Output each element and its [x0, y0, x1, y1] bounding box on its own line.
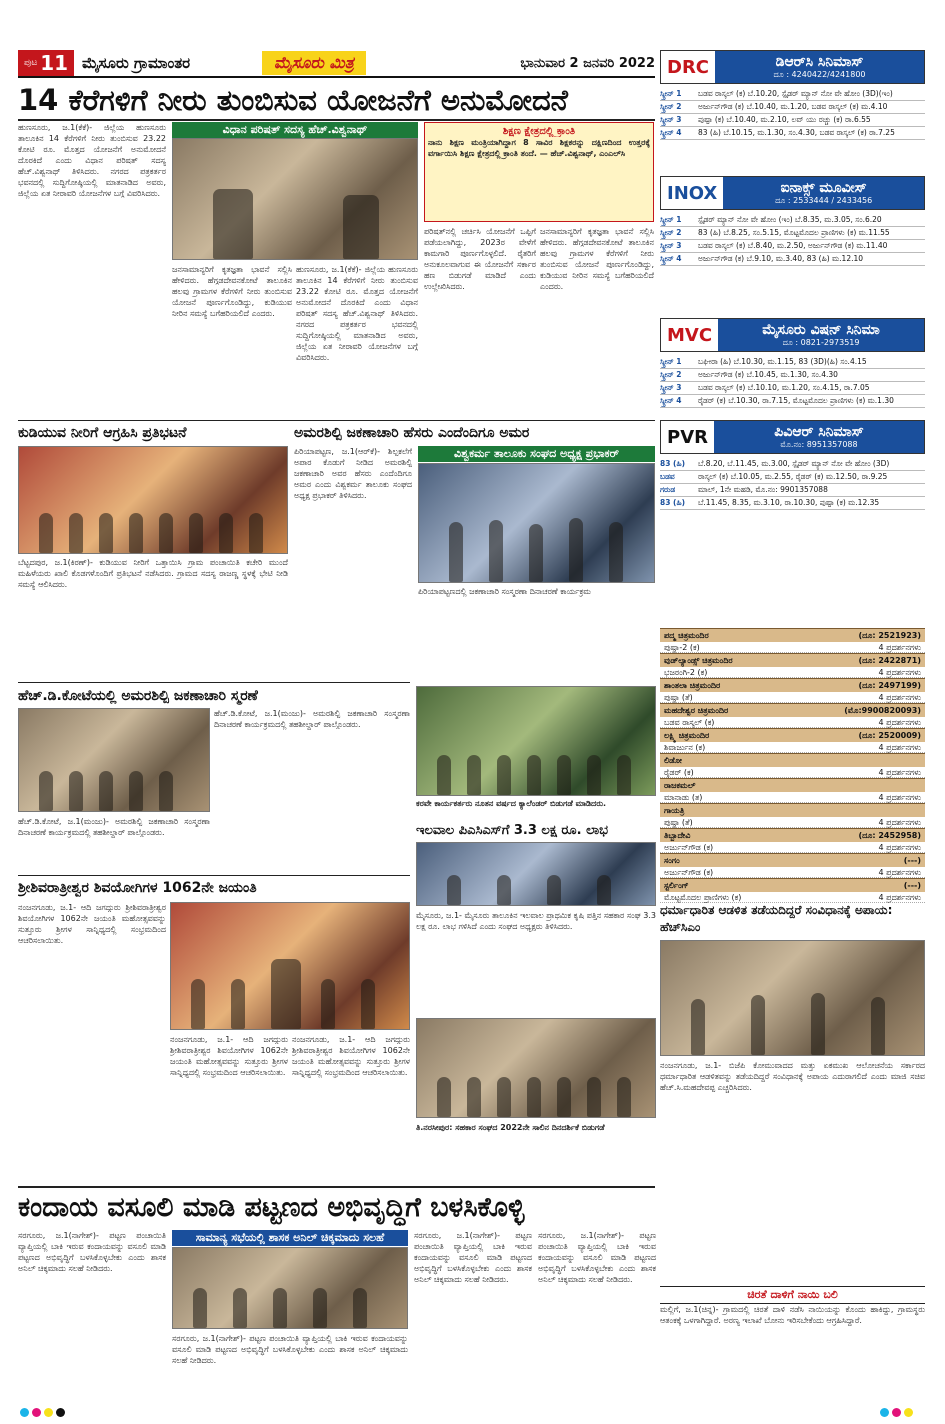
newspaper-logo: ಮೈಸೂರು ಮಿತ್ರ	[262, 51, 366, 75]
showtimes: ಬಡವ ರಾಸ್ಕಲ್ (ಕ) ಬೆ.8.40, ಮ.2.50, ಅರ್ಜುನ್‌ಗೌಡ (ಕ) ಮ.11.40	[698, 241, 888, 250]
showtimes: ಬಘೀರಾ (ಹಿ) ಬೆ.10.30, ಮ.1.15, 83 (3D)(ಹಿ) ಸಂ.4.15	[698, 357, 867, 366]
lead-photo	[172, 138, 418, 260]
theatre-list	[660, 628, 925, 903]
theatre-name: ಲಕ್ಷ್ಮಿ ಚಿತ್ರಮಂದಿರ	[664, 731, 710, 740]
screen-label: ಸ್ಕ್ರೀನ್ 4	[660, 128, 682, 137]
lead-col1: ಹುಣಸೂರು, ಜ.1(ಕೆಕೆ)- ಜಿಲ್ಲೆಯ ಹುಣಸೂರು ತಾಲೂಕಿನ 14 ಕೆರೆಗಳಿಗೆ ನೀರು ತುಂಬಿಸುವ 23.22 ಕೋಟಿ ರೂ. ಮೊತ್ತದ ಯೋಜನೆಗೆ ಅನುಮೋದನೆ ದೊರಕಿದೆ ಎಂದು ವಿಧಾನ ಪರಿಷತ್ ಸದಸ್ಯ ಹೆಚ್.ವಿಶ್ವನಾಥ್ ತಿಳಿಸಿದರು. ನಗರದ ಪತ್ರಕರ್ತರ ಭವನದಲ್ಲಿ ಸುದ್ದಿಗೋಷ್ಠಿಯಲ್ಲಿ ಮಾತನಾಡಿದ ಅವರು, ಜಿಲ್ಲೆಯ ಏತ ನೀರಾವರಿ ಯೋಜನೆಗಳ ಬಗ್ಗೆ ವಿವರಿಸಿದರು.	[18, 123, 166, 198]
theatre-name: ರಾಜಕಮಲ್	[664, 781, 696, 790]
show-count: 4 ಪ್ರದರ್ಶನಗಳು	[878, 818, 921, 827]
cinema-name: ಪಿವಿಆರ್ ಸಿನಿಮಾಸ್	[774, 424, 864, 440]
theatre-name: ಪದ್ಮ ಚಿತ್ರಮಂದಿರ	[664, 631, 709, 640]
lead-col3: ಪರಿಷತ್‌ನಲ್ಲಿ ಚರ್ಚಿಸಿ ಯೋಜನೆಗೆ ಒಪ್ಪಿಗೆ ಪಡೆಯಲಾಗಿದ್ದು, 2023ರ ವೇಳೆಗೆ ಕಾಮಗಾರಿ ಪೂರ್ಣಗೊಳ್ಳಲಿದೆ. ರೈತರಿಗೆ ಅನುಕೂಲವಾಗುವ ಈ ಯೋಜನೆಗೆ ಸರ್ಕಾರ ಹಣ ಬಿಡುಗಡೆ ಮಾಡಿದೆ ಎಂದು ಉಲ್ಲೇಖಿಸಿದರು.	[424, 227, 536, 291]
showtimes: ಸ್ಪೈಡರ್ ಮ್ಯಾನ್ ನೋ ವೇ ಹೋಂ (ಇಂ) ಬೆ.8.35, ಮ.3.05, ಸಂ.6.20	[698, 215, 882, 224]
screen-label: ಸ್ಕ್ರೀನ್ 3	[660, 383, 682, 392]
show-count: 4 ಪ್ರದರ್ಶನಗಳು	[878, 843, 921, 852]
dharma-headline: ಧರ್ಮಾಧಾರಿತ ಆಡಳಿತ ತಡೆಯದಿದ್ದರೆ ಸಂವಿಧಾನಕ್ಕೆ ಅಪಾಯ: ಹೆಚ್‌ಸಿಎಂ	[660, 903, 893, 934]
theatre-phone: (---)	[903, 881, 921, 890]
movie-title: ಮಾನಾಡು (ತ)	[664, 793, 703, 802]
theatre-name-row	[660, 778, 925, 792]
theatre-name: ತಿಬ್ಬಾದೇವಿ	[664, 831, 691, 840]
calendar-photo	[416, 686, 656, 796]
show-count: 4 ಪ್ರದರ್ಶನಗಳು	[878, 693, 921, 702]
cinema-logo: MVC	[667, 324, 713, 346]
theatre-show-row	[660, 817, 925, 828]
amar-subhead: ವಿಶ್ವಕರ್ಮ ತಾಲೂಕು ಸಂಘದ ಅಧ್ಯಕ್ಷ ಪ್ರಭಾಕರ್	[418, 446, 655, 462]
cinema-row	[660, 240, 925, 253]
screen-label: ಸ್ಕ್ರೀನ್ 3	[660, 115, 682, 124]
cinema-row	[660, 88, 925, 101]
show-count: 4 ಪ್ರದರ್ಶನಗಳು	[878, 893, 921, 902]
hdk-body2: ಹೆಚ್.ಡಿ.ಕೋಟೆ, ಜ.1(ಮಂಜು)- ಅಮರಶಿಲ್ಪಿ ಜಕಣಾಚಾರಿ ಸಂಸ್ಮರಣಾ ದಿನಾಚರಣೆ ಕಾರ್ಯಕ್ರಮದಲ್ಲಿ ತಹಶೀಲ್ದಾರ್ ಪಾಲ್ಗೊಂಡರು.	[18, 817, 210, 837]
cinema-phone: ದೂ : 2533444 / 2433456	[775, 196, 873, 205]
bottom-body: ಸರಗೂರು, ಜ.1(ನಾಗೇಶ್)- ಪಟ್ಟಣ ಪಂಚಾಯಿತಿ ವ್ಯಾಪ್ತಿಯಲ್ಲಿ ಬಾಕಿ ಇರುವ ಕಂದಾಯವನ್ನು ವಸೂಲಿ ಮಾಡಿ ಪಟ್ಟಣದ ಅಭಿವೃದ್ಧಿಗೆ ಬಳಸಿಕೊಳ್ಳಬೇಕು ಎಂದು ಶಾಸಕ ಅನಿಲ್ ಚಿಕ್ಕಮಾದು ಸಲಹೆ ನೀಡಿದರು.	[18, 1231, 166, 1273]
cinema-phone: ಮೊ.ನಂ: 8951357088	[780, 440, 858, 449]
theatre-phone: (ದೂ: 2497199)	[858, 681, 921, 690]
cinema-name-block	[723, 177, 924, 209]
cinema-row	[660, 395, 925, 408]
show-count: 4 ಪ್ರದರ್ಶನಗಳು	[878, 793, 921, 802]
cinema-name: ಡಿಆರ್‌ಸಿ ಸಿನಿಮಾಸ್	[775, 54, 864, 70]
theatre-show-row	[660, 842, 925, 853]
cinema-row	[660, 253, 925, 266]
movie-title: ಬಡವ ರಾಸ್ಕಲ್ (ಕ)	[664, 718, 715, 727]
reg-dot-black	[56, 1408, 65, 1417]
reg-dot-cyan	[20, 1408, 29, 1417]
cinema-schedule	[660, 88, 925, 158]
showtimes: ಮಾಲ್, 1ನೇ ಮಹಡಿ, ಮೊ.ನಂ: 9901357088	[698, 485, 828, 494]
protest-body: ಬೆಟ್ಟದಪುರ, ಜ.1(ಕಿರಣ್)- ಕುಡಿಯುವ ನೀರಿಗೆ ಒತ್ತಾಯಿಸಿ ಗ್ರಾಮ ಪಂಚಾಯಿತಿ ಕಚೇರಿ ಮುಂದೆ ಮಹಿಳೆಯರು ಖಾಲಿ ಕೊಡಗಳೊಂದಿಗೆ ಪ್ರತಿಭಟನೆ ನಡೆಸಿದರು. ಗ್ರಾಮದ ಸದಸ್ಯ ರಾಜಣ್ಣ ಸ್ಥಳಕ್ಕೆ ಭೇಟಿ ನೀಡಿ ಸಮಸ್ಯೆ ಆಲಿಸಿದರು.	[18, 558, 288, 589]
page-label: ಪುಟ	[24, 58, 38, 68]
theatre-show-row	[660, 717, 925, 728]
bottom-body4: ಸರಗೂರು, ಜ.1(ನಾಗೇಶ್)- ಪಟ್ಟಣ ಪಂಚಾಯಿತಿ ವ್ಯಾಪ್ತಿಯಲ್ಲಿ ಬಾಕಿ ಇರುವ ಕಂದಾಯವನ್ನು ವಸೂಲಿ ಮಾಡಿ ಪಟ್ಟಣದ ಅಭಿವೃದ್ಧಿಗೆ ಬಳಸಿಕೊಳ್ಳಬೇಕು ಎಂದು ಶಾಸಕ ಅನಿಲ್ ಚಿಕ್ಕಮಾದು ಸಲಹೆ ನೀಡಿದರು.	[538, 1231, 656, 1284]
theatre-phone: (ದೂ: 2521923)	[858, 631, 921, 640]
lead-box	[424, 122, 654, 222]
cinema-row	[660, 471, 925, 484]
pacs-caption2: ತಿ.ನರಸೀಪುರ: ಸಹಕಾರ ಸಂಘದ 2022ನೇ ಸಾಲಿನ ದಿನದರ್ಶಿಕೆ ಬಿಡುಗಡೆ	[416, 1123, 605, 1132]
movie-title: ಅರ್ಜುನ್‌ಗೌಡ (ಕ)	[664, 868, 714, 877]
theatre-name-row	[660, 728, 925, 742]
theatre-name-row	[660, 678, 925, 692]
amar-body: ಪಿರಿಯಾಪಟ್ಟಣ, ಜ.1(ಆರ್‌ಕೆ)- ಶಿಲ್ಪಕಲೆಗೆ ಅಪಾರ ಕೊಡುಗೆ ನೀಡಿದ ಅಮರಶಿಲ್ಪಿ ಜಕಣಾಚಾರಿ ಅವರ ಹೆಸರು ಎಂದೆಂದಿಗೂ ಅಮರ ಎಂದು ವಿಶ್ವಕರ್ಮ ತಾಲೂಕು ಸಂಘದ ಅಧ್ಯಕ್ಷ ಪ್ರಭಾಕರ್ ತಿಳಿಸಿದರು.	[294, 447, 412, 500]
amar-photo	[418, 463, 655, 583]
theatre-name-row	[660, 628, 925, 642]
cinema-row	[660, 458, 925, 471]
cinema-name-block	[715, 51, 924, 83]
theatre-name-row	[660, 653, 925, 667]
show-count: 4 ಪ್ರದರ್ಶನಗಳು	[878, 668, 921, 677]
theatre-name: ಸಂಗಂ	[664, 856, 680, 865]
cinema-schedule	[660, 458, 925, 618]
hdk-body: ಹೆಚ್.ಡಿ.ಕೋಟೆ, ಜ.1(ಮಂಜು)- ಅಮರಶಿಲ್ಪಿ ಜಕಣಾಚಾರಿ ಸಂಸ್ಮರಣಾ ದಿನಾಚರಣೆ ಕಾರ್ಯಕ್ರಮದಲ್ಲಿ ತಹಶೀಲ್ದಾರ್ ಪಾಲ್ಗೊಂಡರು.	[214, 709, 410, 729]
screen-label: ಸ್ಕ್ರೀನ್ 2	[660, 228, 682, 237]
showtimes: ಪುಷ್ಪಾ (ಕ) ಬೆ.10.40, ಮ.2.10, ಲವ್ ಯು ರಚ್ಚು (ಕ) ರಾ.6.55	[698, 115, 871, 124]
dharma-photo	[660, 940, 925, 1056]
reg-dot-magenta	[32, 1408, 41, 1417]
showtimes: ಬೆ.8.20, ಬೆ.11.45, ಮ.3.00, ಸ್ಪೈಡರ್ ಮ್ಯಾನ್ ನೋ ವೇ ಹೋಂ (3D)	[698, 459, 890, 468]
screen-label: ಸ್ಕ್ರೀನ್ 2	[660, 102, 682, 111]
cinema-header	[660, 318, 925, 352]
screen-label: ಸ್ಕ್ರೀನ್ 4	[660, 396, 682, 405]
cinema-name: ಐನಾಕ್ಸ್ ಮೂವೀಸ್	[780, 180, 867, 196]
screen-label: ಸ್ಕ್ರೀನ್ 1	[660, 357, 682, 366]
movie-title: ಮೊಟ್ಟಮೊದಲ ಪ್ರಾಣಿಗಳು (ಕ)	[664, 893, 742, 902]
theatre-show-row	[660, 792, 925, 803]
bottom-body3: ಸರಗೂರು, ಜ.1(ನಾಗೇಶ್)- ಪಟ್ಟಣ ಪಂಚಾಯಿತಿ ವ್ಯಾಪ್ತಿಯಲ್ಲಿ ಬಾಕಿ ಇರುವ ಕಂದಾಯವನ್ನು ವಸೂಲಿ ಮಾಡಿ ಪಟ್ಟಣದ ಅಭಿವೃದ್ಧಿಗೆ ಬಳಸಿಕೊಳ್ಳಬೇಕು ಎಂದು ಶಾಸಕ ಅನಿಲ್ ಚಿಕ್ಕಮಾದು ಸಲಹೆ ನೀಡಿದರು.	[414, 1231, 532, 1284]
reg-dot-yellow-2	[904, 1408, 913, 1417]
show-count: 4 ಪ್ರದರ್ಶನಗಳು	[878, 643, 921, 652]
theatre-name: ಮಹದೇಶ್ವರ ಚಿತ್ರಮಂದಿರ	[664, 706, 729, 715]
cinema-row	[660, 101, 925, 114]
theatre-name-row	[660, 803, 925, 817]
lead-col2: ಜನಸಾಮಾನ್ಯರಿಗೆ ಕೃತಜ್ಞತಾ ಭಾವನೆ ಸಲ್ಲಿಸಿ ಹೇಳಿದರು. ಹೆಗ್ಗಡದೇವನಕೋಟೆ ತಾಲೂಕಿನ ಹಲವು ಗ್ರಾಮಗಳ ಕೆರೆಗಳಿಗೆ ನೀರು ತುಂಬಿಸುವ ಯೋಜನೆ ಪೂರ್ಣಗೊಂಡಿದ್ದು, ಕುಡಿಯುವ ನೀರಿನ ಸಮಸ್ಯೆ ಬಗೆಹರಿಯಲಿದೆ ಎಂದರು.	[172, 265, 292, 318]
leopard-body: ಮಲ್ಲಿಗೆ, ಜ.1(ಚಿನ್ನ)- ಗ್ರಾಮದಲ್ಲಿ ಚಿರತೆ ದಾಳಿ ನಡೆಸಿ ನಾಯಿಯನ್ನು ಕೊಂದು ಹಾಕಿದ್ದು, ಗ್ರಾಮಸ್ಥರು ಆತಂಕಕ್ಕೆ ಒಳಗಾಗಿದ್ದಾರೆ. ಅರಣ್ಯ ಇಲಾಖೆ ಬೋನು ಇರಿಸಬೇಕೆಂದು ಆಗ್ರಹಿಸಿದ್ದಾರೆ.	[660, 1305, 925, 1325]
amar-headline: ಅಮರಶಿಲ್ಪಿ ಜಕಣಾಚಾರಿ ಹೆಸರು ಎಂದೆಂದಿಗೂ ಅಮರ	[294, 425, 530, 441]
section-name: ಮೈಸೂರು ಗ್ರಾಮಾಂತರ	[82, 54, 191, 72]
movie-title: ಪುಷ್ಪಾ (ತೆ)	[664, 693, 693, 702]
lead-photo-title: ವಿಧಾನ ಪರಿಷತ್ ಸದಸ್ಯ ಹೆಚ್.ವಿಶ್ವನಾಥ್	[172, 122, 418, 138]
bottom-headline: ಕಂದಾಯ ವಸೂಲಿ ಮಾಡಿ ಪಟ್ಟಣದ ಅಭಿವೃದ್ಧಿಗೆ ಬಳಸಿಕೊಳ್ಳಿ	[18, 1192, 525, 1223]
lead-col2b: ಹುಣಸೂರು, ಜ.1(ಕೆಕೆ)- ಜಿಲ್ಲೆಯ ಹುಣಸೂರು ತಾಲೂಕಿನ 14 ಕೆರೆಗಳಿಗೆ ನೀರು ತುಂಬಿಸುವ 23.22 ಕೋಟಿ ರೂ. ಮೊತ್ತದ ಯೋಜನೆಗೆ ಅನುಮೋದನೆ ದೊರಕಿದೆ ಎಂದು ವಿಧಾನ ಪರಿಷತ್ ಸದಸ್ಯ ಹೆಚ್.ವಿಶ್ವನಾಥ್ ತಿಳಿಸಿದರು. ನಗರದ ಪತ್ರಕರ್ತರ ಭವನದಲ್ಲಿ ಸುದ್ದಿಗೋಷ್ಠಿಯಲ್ಲಿ ಮಾತನಾಡಿದ ಅವರು, ಜಿಲ್ಲೆಯ ಏತ ನೀರಾವರಿ ಯೋಜನೆಗಳ ಬಗ್ಗೆ ವಿವರಿಸಿದರು.	[296, 265, 418, 362]
cinema-row	[660, 227, 925, 240]
screen-label: ಸ್ಕ್ರೀನ್ 2	[660, 370, 682, 379]
reg-dot-magenta-2	[892, 1408, 901, 1417]
cinema-header	[660, 176, 925, 210]
theatre-name: ಸ್ಟರ್ಲಿಂಗ್	[664, 881, 689, 890]
theatre-name: ಶಾಂತಲಾ ಚಿತ್ರಮಂದಿರ	[664, 681, 721, 690]
theatre-show-row	[660, 767, 925, 778]
cinema-name: ಮೈಸೂರು ವಿಷನ್ ಸಿನಿಮಾ	[762, 322, 880, 338]
cinema-phone: ದೂ : 4240422/4241800	[773, 70, 866, 79]
page-num: 11	[40, 51, 69, 75]
cinema-row	[660, 382, 925, 395]
theatre-show-row	[660, 667, 925, 678]
movie-title: ಪುಷ್ಪಾ (ತೆ)	[664, 818, 693, 827]
showtimes: ರಾಸ್ಕಲ್ (ಕ) ಬೆ.10.05, ಮ.2.55, ರೈಡರ್ (ಕ) ಮ.12.50, ರಾ.9.25	[698, 472, 888, 481]
cinema-schedule	[660, 356, 925, 410]
theatre-name: ಲಿಡೋ	[664, 756, 682, 765]
showtimes: 83 (ಹಿ) ಬೆ.10.15, ಮ.1.30, ಸಂ.4.30, ಬಡವ ರಾಸ್ಕಲ್ (ಕ) ರಾ.7.25	[698, 128, 895, 137]
screen-label: ಸ್ಕ್ರೀನ್ 1	[660, 89, 682, 98]
cinema-row	[660, 114, 925, 127]
theatre-name-row	[660, 853, 925, 867]
cinema-row	[660, 127, 925, 140]
screen-label: ಸ್ಕ್ರೀನ್ 1	[660, 215, 682, 224]
cinema-header	[660, 420, 925, 454]
screen-label: ಸ್ಕ್ರೀನ್ 3	[660, 241, 682, 250]
cinema-name-block	[714, 421, 924, 453]
theatre-name-row	[660, 703, 925, 717]
show-count: 4 ಪ್ರದರ್ಶನಗಳು	[878, 768, 921, 777]
showtimes: ಬಡವ ರಾಸ್ಕಲ್ (ಕ) ಬೆ.10.10, ಮ.1.20, ಸಂ.4.15, ರಾ.7.05	[698, 383, 870, 392]
theatre-phone: (ದೂ: 2422871)	[858, 656, 921, 665]
screen-label: 83 (ಹಿ)	[660, 459, 686, 468]
theatre-name: ವುಡ್‌ಲ್ಯಾಂಡ್ಸ್ ಚಿತ್ರಮಂದಿರ	[664, 656, 733, 665]
cinema-schedule	[660, 214, 925, 304]
movie-title: ಅರ್ಜುನ್‌ಗೌಡ (ಕ)	[664, 843, 714, 852]
showtimes: ಅರ್ಜುನ್‌ಗೌಡ (ಕ) ಬೆ.9.10, ಮ.3.40, 83 (ಹಿ) ಮ.12.10	[698, 254, 864, 263]
lead-box-title: ಶಿಕ್ಷಣ ಕ್ಷೇತ್ರದಲ್ಲಿ ಕ್ರಾಂತಿ	[502, 126, 576, 137]
theatre-phone: (ದೂ: 2520009)	[858, 731, 921, 740]
screen-label: 83 (ಹಿ)	[660, 498, 686, 507]
theatre-name-row	[660, 828, 925, 842]
cinema-logo: PVR	[667, 426, 708, 448]
theatre-name-row	[660, 753, 925, 767]
theatre-phone: (---)	[903, 856, 921, 865]
page-number	[18, 50, 74, 76]
lead-col4: ಜನಸಾಮಾನ್ಯರಿಗೆ ಕೃತಜ್ಞತಾ ಭಾವನೆ ಸಲ್ಲಿಸಿ ಹೇಳಿದರು. ಹೆಗ್ಗಡದೇವನಕೋಟೆ ತಾಲೂಕಿನ ಹಲವು ಗ್ರಾಮಗಳ ಕೆರೆಗಳಿಗೆ ನೀರು ತುಂಬಿಸುವ ಯೋಜನೆ ಪೂರ್ಣಗೊಂಡಿದ್ದು, ಕುಡಿಯುವ ನೀರಿನ ಸಮಸ್ಯೆ ಬಗೆಹರಿಯಲಿದೆ ಎಂದರು.	[540, 227, 654, 291]
shiva-body3: ನಂಜನಗೂಡು, ಜ.1- ಆದಿ ಜಗದ್ಗುರು ಶ್ರೀಶಿವರಾತ್ರೀಶ್ವರ ಶಿವಯೋಗಿಗಳ 1062ನೇ ಜಯಂತಿ ಮಹೋತ್ಸವವನ್ನು ಸುತ್ತೂರು ಶ್ರೀಗಳ ಸಾನ್ನಿಧ್ಯದಲ್ಲಿ ಸಂಭ್ರಮದಿಂದ ಆಚರಿಸಲಾಯಿತು.	[292, 1035, 410, 1077]
theatre-name: ಗಾಯತ್ರಿ	[664, 806, 685, 815]
leopard-headline: ಚಿರತೆ ದಾಳಿಗೆ ನಾಯಿ ಬಲಿ	[660, 1286, 925, 1304]
showtimes: ಬಡವ ರಾಸ್ಕಲ್ (ಕ) ಬೆ.10.20, ಸ್ಪೈಡರ್ ಮ್ಯಾನ್ ನೋ ವೇ ಹೋಂ (3D)(ಇಂ)	[698, 89, 893, 98]
cinema-row	[660, 214, 925, 227]
show-count: 4 ಪ್ರದರ್ಶನಗಳು	[878, 718, 921, 727]
pacs-headline: ಇಲವಾಲ ಪಿಎಸಿಎಸ್‌ಗೆ 3.3 ಲಕ್ಷ ರೂ. ಲಾಭ	[416, 823, 608, 838]
movie-title: ಪುಷ್ಪಾ-2 (ಕ)	[664, 643, 700, 652]
cinema-logo: DRC	[667, 56, 710, 78]
showtimes: ರೈಡರ್ (ಕ) ಬೆ.10.30, ರಾ.7.15, ಮೊಟ್ಟಮೊದಲ ಪ್ರಾಣಿಗಳು (ಕ) ಮ.1.30	[698, 396, 894, 405]
cinema-name-block	[718, 319, 924, 351]
theatre-show-row	[660, 692, 925, 703]
shiva-photo	[170, 902, 410, 1030]
protest-headline: ಕುಡಿಯುವ ನೀರಿಗೆ ಆಗ್ರಹಿಸಿ ಪ್ರತಿಭಟನೆ	[18, 425, 187, 441]
showtimes: ಅರ್ಜುನ್‌ಗೌಡ (ಕ) ಬೆ.10.40, ಮ.1.20, ಬಡವ ರಾಸ್ಕಲ್ (ಕ) ಮ.4.10	[698, 102, 888, 111]
shiva-headline: ಶ್ರೀಶಿವರಾತ್ರೀಶ್ವರ ಶಿವಯೋಗಿಗಳ 1062ನೇ ಜಯಂತಿ	[18, 880, 257, 896]
theatre-name-row	[660, 878, 925, 892]
movie-title: ರೈಡರ್ (ಕ)	[664, 768, 694, 777]
showtimes: ಅರ್ಜುನ್‌ಗೌಡ (ಕ) ಬೆ.10.45, ಮ.1.30, ಸಂ.4.30	[698, 370, 838, 379]
theatre-show-row	[660, 867, 925, 878]
show-count: 4 ಪ್ರದರ್ಶನಗಳು	[878, 743, 921, 752]
movie-title: ಶಿವಾರ್ಜುನ (ಕ)	[664, 743, 706, 752]
pacs-body: ಮೈಸೂರು, ಜ.1- ಮೈಸೂರು ತಾಲೂಕಿನ ಇಲವಾಲ ಪ್ರಾಥಮಿಕ ಕೃಷಿ ಪತ್ತಿನ ಸಹಕಾರ ಸಂಘ 3.3 ಲಕ್ಷ ರೂ. ಲಾಭ ಗಳಿಸಿದೆ ಎಂದು ಸಂಘದ ಅಧ್ಯಕ್ಷರು ತಿಳಿಸಿದರು.	[416, 911, 656, 931]
bottom-subhead: ಸಾಮಾನ್ಯ ಸಭೆಯಲ್ಲಿ ಶಾಸಕ ಅನಿಲ್ ಚಿಕ್ಕಮಾದು ಸಲಹೆ	[172, 1230, 408, 1246]
showtimes: 83 (ಹಿ) ಬೆ.8.25, ಸಂ.5.15, ಮೊಟ್ಟಮೊದಲ ಪ್ರಾಣಿಗಳು (ಕ) ಮ.11.55	[698, 228, 890, 237]
theatre-show-row	[660, 742, 925, 753]
protest-photo	[18, 446, 288, 554]
theatre-phone: (ಮೊ:9900820093)	[844, 706, 921, 715]
movie-title: ಭಜರಂಗಿ-2 (ಕ)	[664, 668, 708, 677]
theatre-show-row	[660, 642, 925, 653]
screen-label: ಸ್ಕ್ರೀನ್ 4	[660, 254, 682, 263]
show-count: 4 ಪ್ರದರ್ಶನಗಳು	[878, 868, 921, 877]
reg-dot-yellow	[44, 1408, 53, 1417]
showtimes: ಬೆ.11.45, 8.35, ಮ.3.10, ರಾ.10.30, ಪುಷ್ಪಾ (ಕ) ಮ.12.35	[698, 498, 880, 507]
cinema-phone: ದೂ : 0821-2973519	[782, 338, 860, 347]
shiva-body2: ನಂಜನಗೂಡು, ಜ.1- ಆದಿ ಜಗದ್ಗುರು ಶ್ರೀಶಿವರಾತ್ರೀಶ್ವರ ಶಿವಯೋಗಿಗಳ 1062ನೇ ಜಯಂತಿ ಮಹೋತ್ಸವವನ್ನು ಸುತ್ತೂರು ಶ್ರೀಗಳ ಸಾನ್ನಿಧ್ಯದಲ್ಲಿ ಸಂಭ್ರಮದಿಂದ ಆಚರಿಸಲಾಯಿತು.	[170, 1035, 288, 1077]
cinema-row	[660, 369, 925, 382]
amar-caption: ಪಿರಿಯಾಪಟ್ಟಣದಲ್ಲಿ ಜಕಣಾಚಾರಿ ಸಂಸ್ಮರಣಾ ದಿನಾಚರಣೆ ಕಾರ್ಯಕ್ರಮ	[418, 587, 591, 596]
cinema-row	[660, 356, 925, 369]
cinema-logo: INOX	[667, 182, 718, 204]
masthead	[18, 50, 655, 78]
theatre-phone: (ದೂ: 2452958)	[858, 831, 921, 840]
issue-date: ಭಾನುವಾರ 2 ಜನವರಿ 2022	[520, 55, 655, 71]
cinema-row	[660, 484, 925, 497]
cinema-row	[660, 497, 925, 510]
dharma-body: ನಂಜನಗೂಡು, ಜ.1- ಬಿಜೆಪಿ ಕೋಮುವಾದದ ಮತ್ತು ಏಕಮುಖ ಆಲೋಚನೆಯ ಸರ್ಕಾರದ ಧರ್ಮಾಧಾರಿತ ಆಡಳಿತವನ್ನು ತಡೆಯದಿದ್ದರೆ ಸಂವಿಧಾನಕ್ಕೆ ಅಪಾಯ ಎದುರಾಗಲಿದೆ ಎಂದು ಮಾಜಿ ಸಚಿವ ಹೆಚ್.ಸಿ.ಮಹದೇವಪ್ಪ ಎಚ್ಚರಿಸಿದರು.	[660, 1061, 925, 1092]
calendar-caption: ಕರವೇ ಕಾರ್ಯಕರ್ತರು ನೂತನ ವರ್ಷದ ಕ್ಯಾಲೆಂಡರ್ ಬಿಡುಗಡೆ ಮಾಡಿದರು.	[416, 799, 607, 808]
hdk-headline: ಹೆಚ್.ಡಿ.ಕೋಟೆಯಲ್ಲಿ ಅಮರಶಿಲ್ಪಿ ಜಕಣಾಚಾರಿ ಸ್ಮರಣೆ	[18, 688, 258, 704]
hdk-photo	[18, 708, 210, 812]
pacs-photo	[416, 842, 656, 906]
pacs-photo2	[416, 1018, 656, 1118]
lead-headline: 14 ಕೆರೆಗಳಿಗೆ ನೀರು ತುಂಬಿಸುವ ಯೋಜನೆಗೆ ಅನುಮೋದನೆ	[18, 83, 568, 117]
shiva-body: ನಂಜನಗೂಡು, ಜ.1- ಆದಿ ಜಗದ್ಗುರು ಶ್ರೀಶಿವರಾತ್ರೀಶ್ವರ ಶಿವಯೋಗಿಗಳ 1062ನೇ ಜಯಂತಿ ಮಹೋತ್ಸವವನ್ನು ಸುತ್ತೂರು ಶ್ರೀಗಳ ಸಾನ್ನಿಧ್ಯದಲ್ಲಿ ಸಂಭ್ರಮದಿಂದ ಆಚರಿಸಲಾಯಿತು.	[18, 903, 166, 945]
screen-label: ಗರುಡ	[660, 485, 676, 494]
bottom-photo	[172, 1247, 408, 1329]
lead-box-body: ನಾನು ಶಿಕ್ಷಣ ಮಂತ್ರಿಯಾಗಿದ್ದಾಗ 8 ಸಾವಿರ ಶಿಕ್ಷಕರನ್ನು ದಕ್ಷಿಣದಿಂದ ಉತ್ತರಕ್ಕೆ ವರ್ಗಾಯಿಸಿ ಶಿಕ್ಷಣ ಕ್ಷೇತ್ರದಲ್ಲಿ ಕ್ರಾಂತಿ ತಂದೆ. — ಹೆಚ್.ವಿಶ್ವನಾಥ್, ಎಂಎಲ್‌ಸಿ	[428, 138, 650, 158]
cinema-header	[660, 50, 925, 84]
bottom-body2: ಸರಗೂರು, ಜ.1(ನಾಗೇಶ್)- ಪಟ್ಟಣ ಪಂಚಾಯಿತಿ ವ್ಯಾಪ್ತಿಯಲ್ಲಿ ಬಾಕಿ ಇರುವ ಕಂದಾಯವನ್ನು ವಸೂಲಿ ಮಾಡಿ ಪಟ್ಟಣದ ಅಭಿವೃದ್ಧಿಗೆ ಬಳಸಿಕೊಳ್ಳಬೇಕು ಎಂದು ಶಾಸಕ ಅನಿಲ್ ಚಿಕ್ಕಮಾದು ಸಲಹೆ ನೀಡಿದರು.	[172, 1334, 408, 1365]
reg-dot-cyan-2	[880, 1408, 889, 1417]
screen-label: ಬಡವ	[660, 472, 675, 481]
